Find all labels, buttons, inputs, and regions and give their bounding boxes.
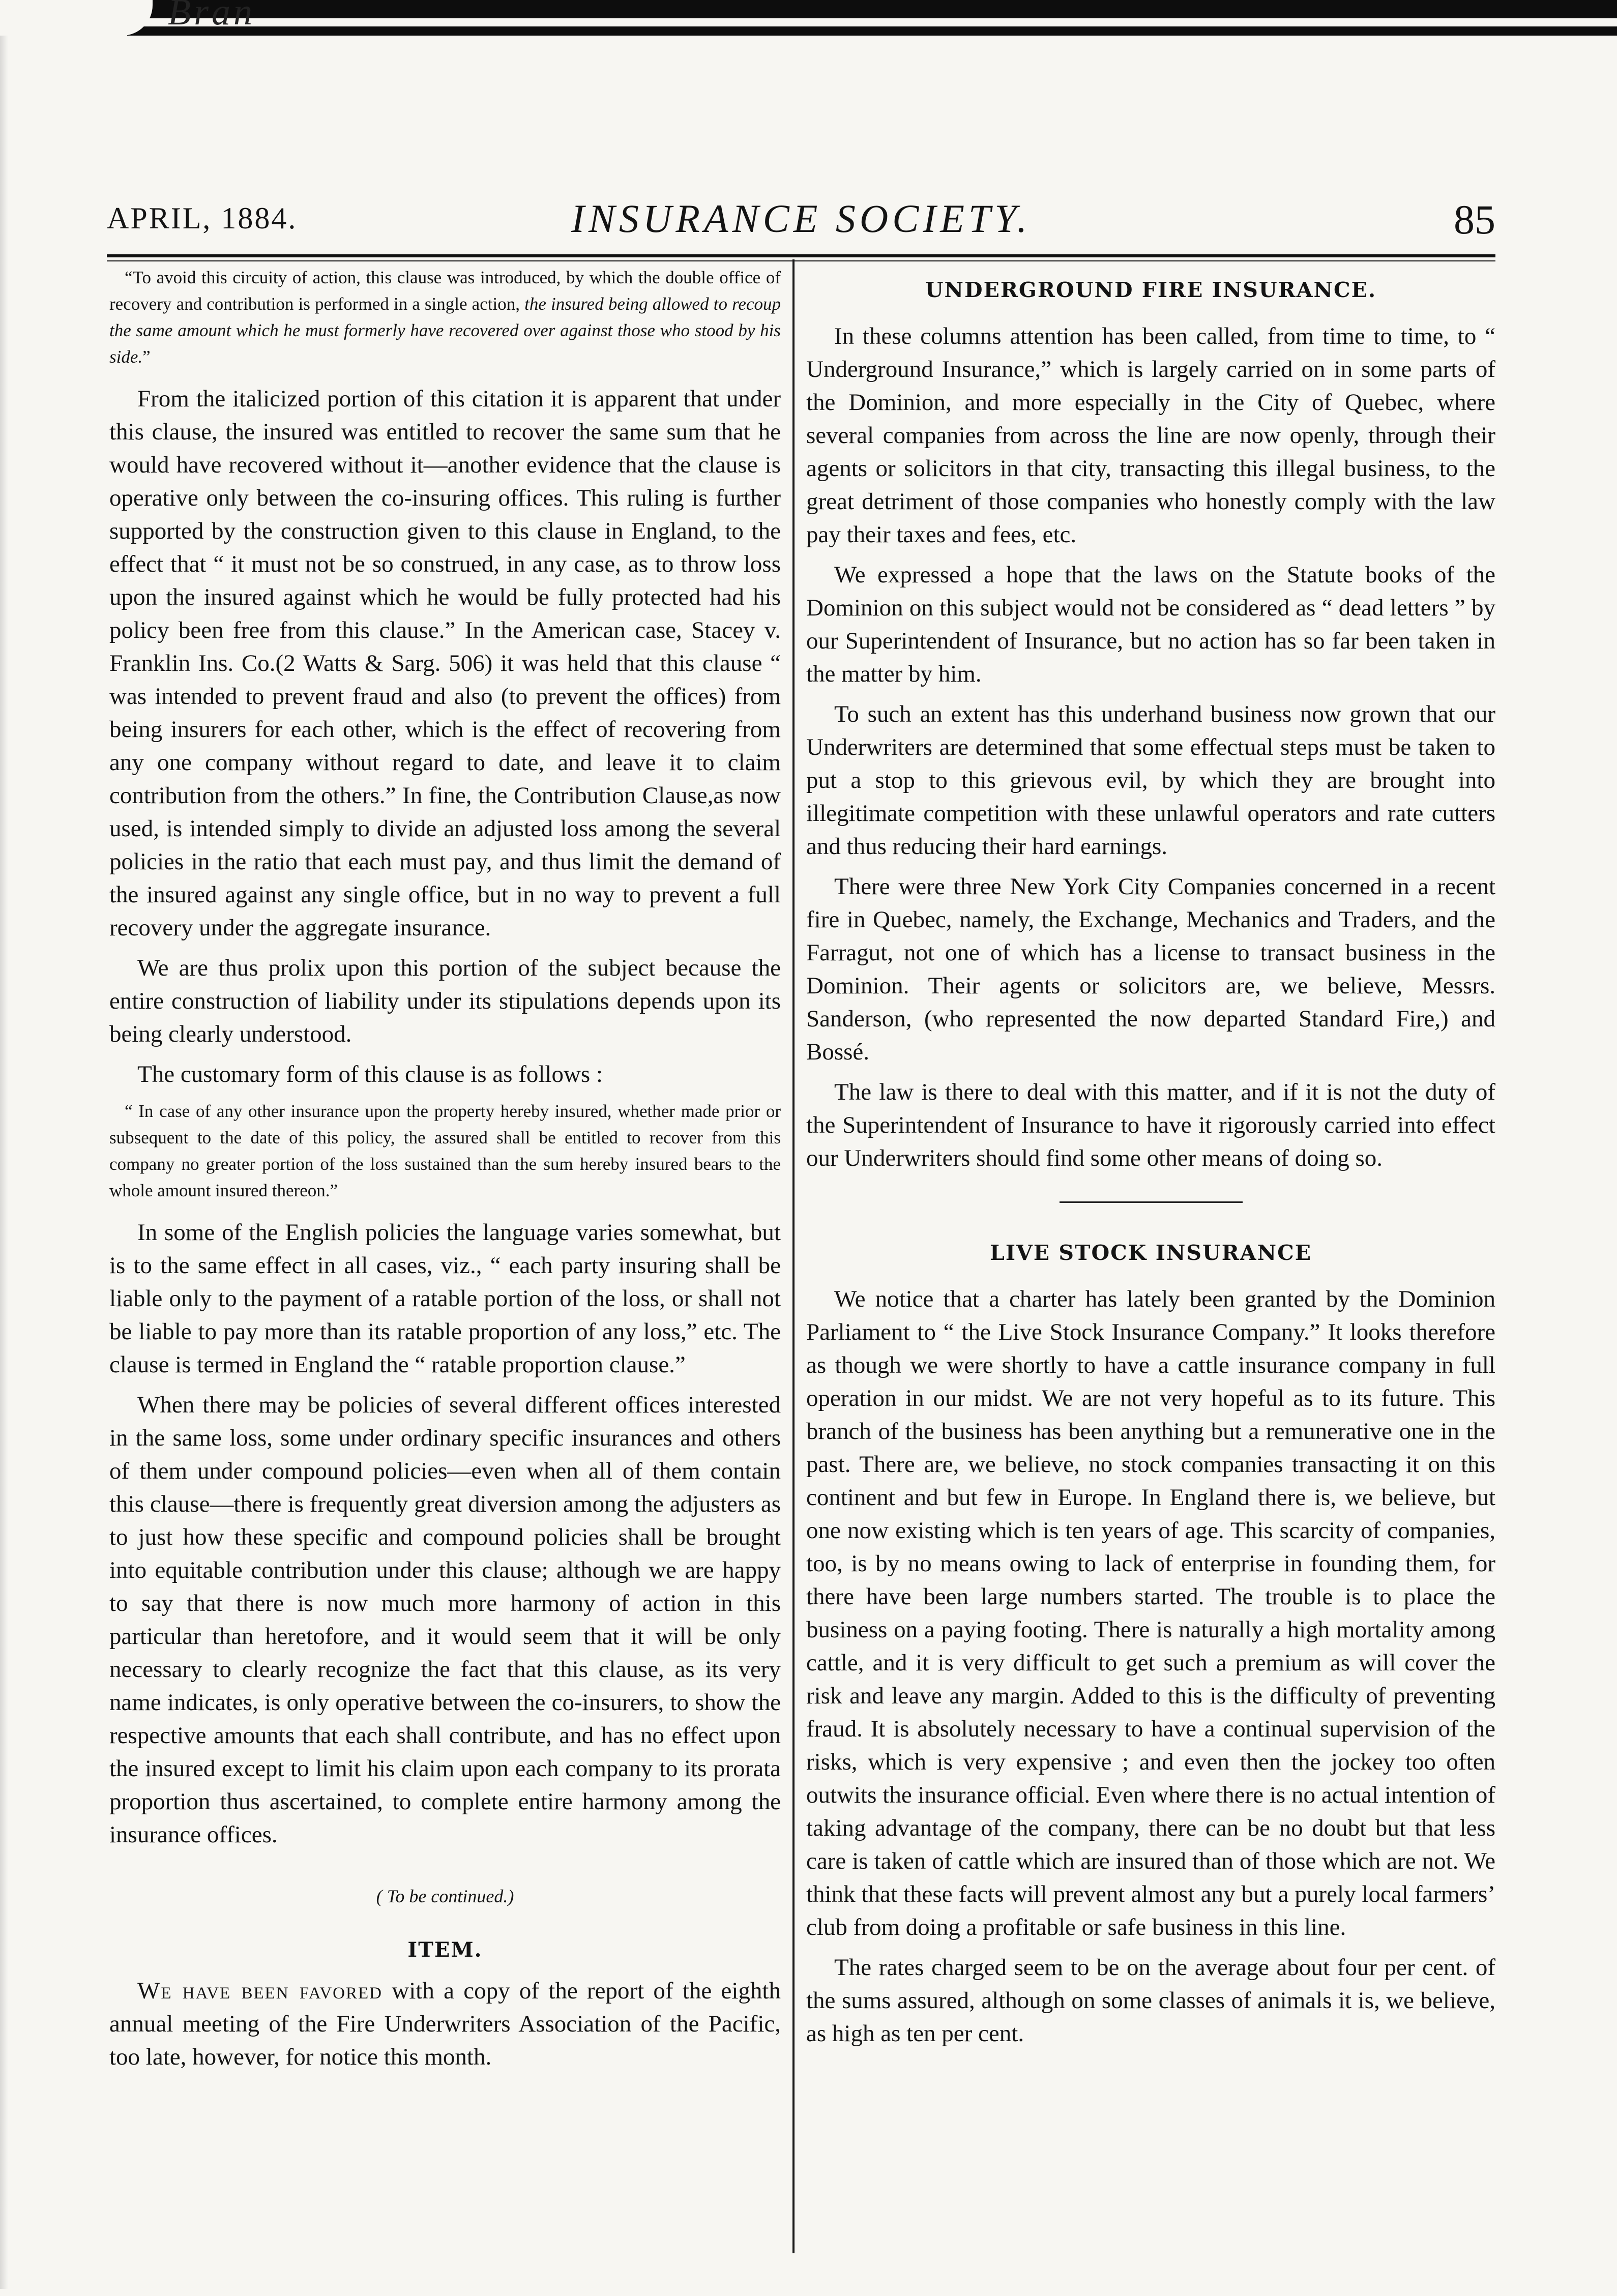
left-column <box>109 264 781 2248</box>
paragraph: There were three New York City Companies concerned in a recent fire in Quebec, namely, the Exchange, Mechanics and Traders, and the Farragut, not one of which has a license to transact business in the Dominion. Their agents or solicitors are, we believe, Messrs. Sanderson, (who represented the now departed Standard Fire,) and Bossé. <box>806 873 1495 1065</box>
paragraph: We notice that a charter has lately been granted by the Dominion Parliament to “ the Live Stock Insurance Company.” It looks therefore as though we were shortly to have a cattle insurance company in full operation in our midst. We are not very hopeful as to its future. This branch of the business has been anything but a remunerative one in the past. There are, we believe, no stock companies transacting it on this continent and but few in Europe. In England there is, we believe, but one now existing which is ten years of age. This scarcity of companies, too, is by no means owing to lack of enterprise in founding them, for there have been large numbers started. The trouble is to place the business on a paying footing. There is naturally a high mortality among cattle, and it is very difficult to get such a premium as will cover the risk and leave any margin. Added to this is the difficulty of preventing fraud. It is absolutely necessary to have a continual supervision of the risks, which is very expensive ; and even then the jockey too often outwits the insurance official. Even where there is no actual intention of taking advantage of the company, there can be no doubt but that less care is taken of cattle which are insured than of those which are not. We think that these facts will prevent almost any but a purely local farmers’ club from doing a profitable or safe business in this line. <box>806 1286 1495 1940</box>
paragraph: We expressed a hope that the laws on the Statute books of the Dominion on this subject would not be considered as “ dead letters ” by our Superintendent of Insurance, but no action has so far been taken in the matter by him. <box>806 562 1495 687</box>
page-edge-shadow <box>0 31 8 2289</box>
page-number: 85 <box>1454 196 1495 243</box>
right-column <box>806 264 1495 2248</box>
section-heading-underground: UNDERGROUND FIRE INSURANCE. <box>925 278 1377 302</box>
paragraph: To such an extent has this underhand business now grown that our Underwriters are determined that some effectual steps must be taken to put a stop to this grievous evil, by which they are brought into illegitimate competition with these unlawful operators and rate cutters and thus reducing their hard earnings. <box>806 701 1495 860</box>
handwritten-scrawl: Bran <box>168 0 255 33</box>
paragraph: The customary form of this clause is as follows : <box>137 1061 603 1087</box>
item-paragraph <box>109 1975 781 2074</box>
section-heading-live-stock: LIVE STOCK INSURANCE <box>990 1241 1312 1265</box>
running-head <box>107 196 1495 252</box>
to-be-continued-note: ( To be continued.) <box>376 1886 514 1906</box>
paragraph: In some of the English policies the language varies somewhat, but is to the same effect in all cases, viz., “ each party insuring shall be liable only to the payment of a ratable portion of the loss, or shall not be liable to pay more than its ratable proportion of any loss,” etc. The clause is termed in England the “ ratable proportion clause.” <box>109 1219 781 1378</box>
section-divider-rule <box>1060 1201 1243 1203</box>
citation-quote <box>109 264 781 370</box>
paragraph: The rates charged seem to be on the average about four per cent. of the sums assured, although on some classes of animals it is, we believe, as high as ten per cent. <box>806 1954 1495 2047</box>
item-text: with a copy of the report of the eighth annual meeting of the Fire Underwriters Association of the Pacific, too late, however, for notice this month. <box>109 1978 781 2070</box>
header-rule-thin <box>107 260 1495 261</box>
paragraph: When there may be policies of several different offices interested in the same loss, some under ordinary specific insurances and others of them under compound policies—even when all of them contain this clause—there is frequently great diversion among the adjusters as to just how these specific and compound policies shall be brought into equitable contribution under this clause; although we are happy to say that there is now much more harmony of action in this particular than heretofore, and it would seem that it will be only necessary to clearly recognize the fact that this clause, as its very name indicates, is only operative between the co-insurers, to show the respective amounts that each shall contribute, and has no effect upon the insured except to limit his claim upon each company to its prorata proportion thus ascertained, to complete entire harmony among the insurance offices. <box>109 1392 781 1848</box>
top-border-rule <box>127 26 1617 36</box>
paragraph: We are thus prolix upon this portion of the subject because the entire construction of liability under its stipulations depends upon its being clearly understood. <box>109 955 781 1047</box>
header-rule-thick <box>107 254 1495 257</box>
citation-close-quote: ” <box>142 347 151 367</box>
citation-text: “To avoid this circuity of action, this clause was introduced, by which the double office of recovery and contribution is performed in a single action, <box>109 268 781 314</box>
top-corner-tab <box>0 0 153 36</box>
journal-title: INSURANCE SOCIETY. <box>571 196 1031 241</box>
clause-quote: “ In case of any other insurance upon the property hereby insured, whether made prior or subsequent to the date of this policy, the assured shall be entitled to recover from this company no greater portion of the loss sustained than the sum hereby insured bears to the whole amount insured thereon.” <box>109 1101 781 1200</box>
paragraph: The law is there to deal with this matter, and if it is not the duty of the Superintendent of Insurance to have it rigorously carried into effect our Underwriters should find some other means of doing so. <box>806 1079 1495 1171</box>
paragraph: From the italicized portion of this citation it is apparent that under this clause, the insured was entitled to recover the same sum that he would have recovered without it—another evidence that the clause is operative only between the co-insuring offices. This ruling is further supported by the construction given to this clause in England, to the effect that “ it must not be so construed, in any case, as to throw loss upon the insured against which he would be fully protected had his policy been free from this clause.” In the American case, Stacey v. Franklin Ins. Co.(2 Watts & Sarg. 506) it was held that this clause “ was intended to prevent fraud and also (to prevent the offices) from being insurers for each other, which is the effect of recovering from any one company without regard to date, and leave it to claim contribution from the others.” In fine, the Contribution Clause,as now used, is intended simply to divide an adjusted loss among the several policies in the ratio that each must pay, and thus limit the demand of the insured against any single office, but in no way to prevent a full recovery under the aggregate insurance. <box>109 386 781 941</box>
column-divider <box>792 259 795 2253</box>
item-heading: ITEM. <box>407 1938 483 1962</box>
issue-date: APRIL, 1884. <box>107 201 298 235</box>
item-lead-in: We have been favored <box>137 1978 383 2004</box>
paragraph: In these columns attention has been called, from time to time, to “ Underground Insurance,” which is largely carried on in some parts of the Dominion, and more especially in the City of Quebec, where several companies from across the line are now openly, through their agents or solicitors in that city, transacting this illegal business, to the great detriment of those companies who honestly comply with the law pay their taxes and fees, etc. <box>806 323 1495 548</box>
citation-italic-text: the insured being allowed to recoup the same amount which he must formerly have recovered over against those who stood by his side. <box>109 294 781 367</box>
